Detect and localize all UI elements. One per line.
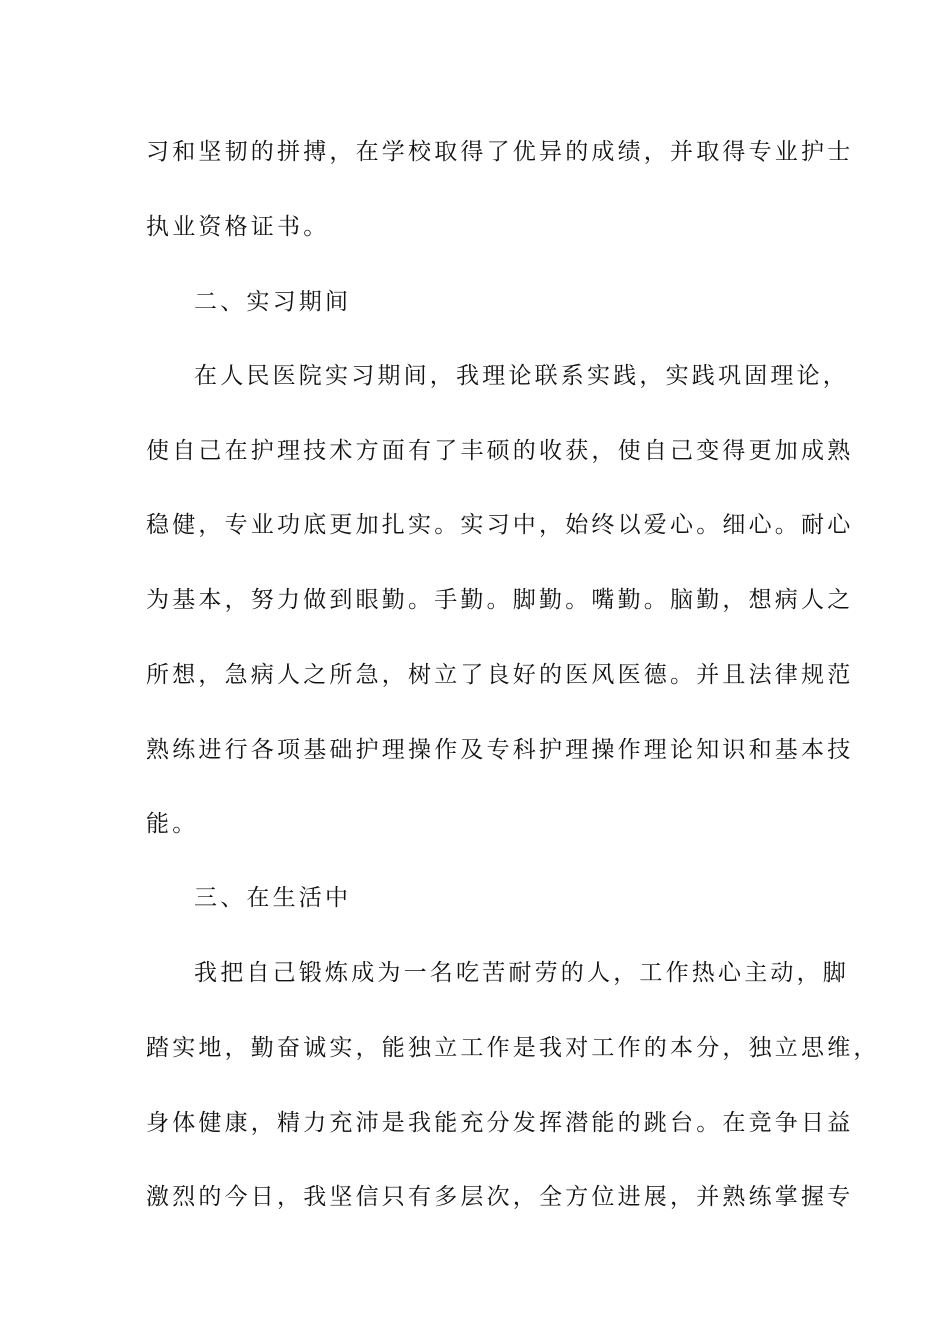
body-text-line: 踏实地，勤奋诚实，能独立工作是我对工作的本分，独立思维， (146, 1035, 880, 1061)
body-text-line: 激烈的今日，我坚信只有多层次，全方位进展，并熟练掌握专 (146, 1184, 854, 1210)
body-text-line: 使自己在护理技术方面有了丰硕的收获，使自己变得更加成熟 (146, 438, 854, 464)
section-heading: 二、实习期间 (194, 289, 352, 315)
body-text-line: 所想，急病人之所急，树立了良好的医风医德。并且法律规范 (146, 662, 854, 688)
body-text-line: 为基本，努力做到眼勤。手勤。脚勤。嘴勤。脑勤，想病人之 (146, 587, 854, 613)
body-text-line: 习和坚韧的拼搏，在学校取得了优异的成绩，并取得专业护士 (146, 139, 854, 165)
body-text-line: 熟练进行各项基础护理操作及专科护理操作理论知识和基本技 (146, 737, 854, 763)
body-text-line: 稳健，专业功底更加扎实。实习中，始终以爱心。细心。耐心 (146, 512, 854, 538)
body-text-line: 身体健康，精力充沛是我能充分发挥潜能的跳台。在竞争日益 (146, 1110, 854, 1136)
section-heading: 三、在生活中 (194, 885, 352, 911)
body-text-line: 执业资格证书。 (146, 214, 330, 240)
paragraph-first-line: 在人民医院实习期间，我理论联系实践，实践巩固理论， (194, 363, 849, 389)
body-text-line: 能。 (146, 811, 199, 837)
paragraph-first-line: 我把自己锻炼成为一名吃苦耐劳的人，工作热心主动，脚 (194, 960, 849, 986)
